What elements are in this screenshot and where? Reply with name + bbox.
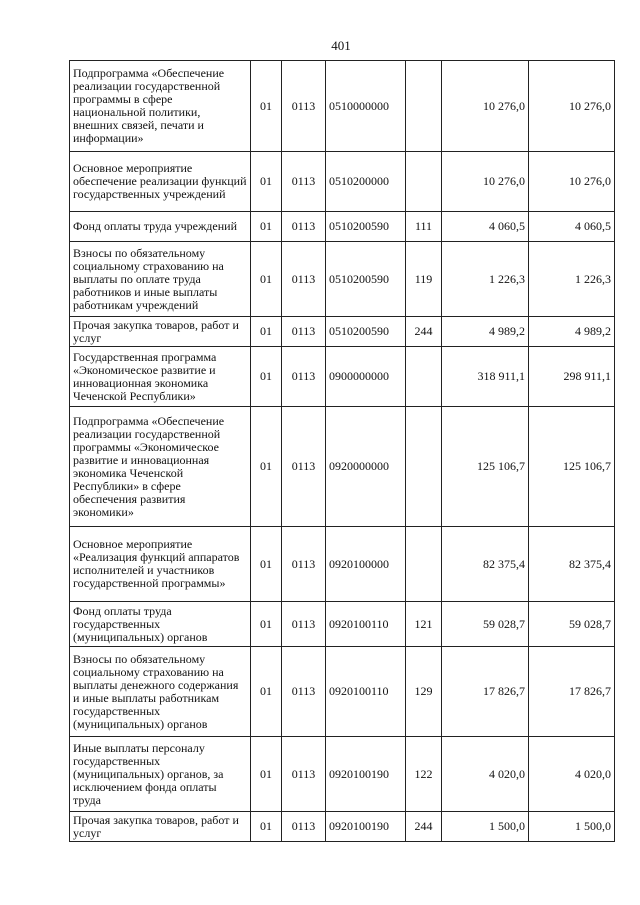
cell-csr: 0510000000 [326, 61, 406, 152]
cell-vr: 122 [406, 737, 442, 812]
cell-vr: 244 [406, 812, 442, 842]
cell-sum-2: 4 020,0 [529, 737, 615, 812]
page-number: 401 [331, 38, 351, 53]
cell-sum-2: 125 106,7 [529, 407, 615, 527]
cell-rz: 01 [251, 347, 282, 407]
cell-csr: 0920100190 [326, 812, 406, 842]
cell-pr: 0113 [282, 407, 326, 527]
cell-pr: 0113 [282, 527, 326, 602]
cell-sum-1: 125 106,7 [442, 407, 529, 527]
cell-pr: 0113 [282, 317, 326, 347]
cell-rz: 01 [251, 737, 282, 812]
cell-sum-1: 1 226,3 [442, 242, 529, 317]
cell-pr: 0113 [282, 61, 326, 152]
cell-vr [406, 527, 442, 602]
table-row [70, 407, 615, 527]
cell-rz: 01 [251, 527, 282, 602]
cell-csr: 0920000000 [326, 407, 406, 527]
cell-sum-1: 4 060,5 [442, 212, 529, 242]
cell-sum-2: 4 060,5 [529, 212, 615, 242]
cell-sum-2: 10 276,0 [529, 61, 615, 152]
cell-csr: 0920100190 [326, 737, 406, 812]
cell-rz: 01 [251, 812, 282, 842]
cell-vr: 129 [406, 647, 442, 737]
cell-name: Основное мероприятие обеспечение реализации функций государственных учреждений [70, 152, 251, 212]
cell-sum-2: 82 375,4 [529, 527, 615, 602]
cell-pr: 0113 [282, 152, 326, 212]
cell-sum-1: 10 276,0 [442, 152, 529, 212]
table-row [70, 812, 615, 842]
cell-rz: 01 [251, 242, 282, 317]
cell-vr [406, 347, 442, 407]
cell-sum-1: 4 989,2 [442, 317, 529, 347]
cell-rz: 01 [251, 152, 282, 212]
cell-sum-1: 82 375,4 [442, 527, 529, 602]
cell-vr: 244 [406, 317, 442, 347]
cell-vr: 119 [406, 242, 442, 317]
cell-sum-1: 4 020,0 [442, 737, 529, 812]
cell-vr: 121 [406, 602, 442, 647]
cell-name: Государственная программа «Экономическое развитие и инновационная экономика Чеченской Республики» [70, 347, 251, 407]
budget-table [69, 60, 615, 842]
cell-csr: 0920100000 [326, 527, 406, 602]
cell-name: Прочая закупка товаров, работ и услуг [70, 317, 251, 347]
cell-name: Взносы по обязательному социальному страхованию на выплаты денежного содержания и иные выплаты работникам государственных (муниципальных) органов [70, 647, 251, 737]
cell-sum-1: 1 500,0 [442, 812, 529, 842]
cell-name: Фонд оплаты труда государственных (муниципальных) органов [70, 602, 251, 647]
table-row [70, 602, 615, 647]
table-body [70, 61, 615, 842]
cell-pr: 0113 [282, 812, 326, 842]
cell-sum-2: 298 911,1 [529, 347, 615, 407]
cell-sum-1: 10 276,0 [442, 61, 529, 152]
cell-vr [406, 407, 442, 527]
cell-rz: 01 [251, 212, 282, 242]
cell-sum-2: 59 028,7 [529, 602, 615, 647]
cell-sum-1: 59 028,7 [442, 602, 529, 647]
cell-csr: 0510200000 [326, 152, 406, 212]
table-row [70, 347, 615, 407]
cell-rz: 01 [251, 317, 282, 347]
cell-sum-2: 17 826,7 [529, 647, 615, 737]
cell-csr: 0920100110 [326, 602, 406, 647]
cell-sum-2: 4 989,2 [529, 317, 615, 347]
cell-pr: 0113 [282, 647, 326, 737]
cell-csr: 0510200590 [326, 212, 406, 242]
cell-csr: 0920100110 [326, 647, 406, 737]
table-row [70, 152, 615, 212]
cell-name: Подпрограмма «Обеспечение реализации государственной программы в сфере национальной политики, внешних связей, печати и информации» [70, 61, 251, 152]
cell-vr [406, 61, 442, 152]
table-row [70, 737, 615, 812]
table-row [70, 61, 615, 152]
table-row [70, 212, 615, 242]
cell-pr: 0113 [282, 737, 326, 812]
cell-name: Прочая закупка товаров, работ и услуг [70, 812, 251, 842]
cell-rz: 01 [251, 602, 282, 647]
cell-sum-1: 17 826,7 [442, 647, 529, 737]
table-row [70, 242, 615, 317]
cell-pr: 0113 [282, 347, 326, 407]
cell-name: Фонд оплаты труда учреждений [70, 212, 251, 242]
cell-vr: 111 [406, 212, 442, 242]
cell-pr: 0113 [282, 602, 326, 647]
cell-rz: 01 [251, 61, 282, 152]
cell-rz: 01 [251, 647, 282, 737]
cell-pr: 0113 [282, 212, 326, 242]
cell-sum-2: 1 226,3 [529, 242, 615, 317]
table-row [70, 527, 615, 602]
cell-rz: 01 [251, 407, 282, 527]
cell-sum-2: 10 276,0 [529, 152, 615, 212]
cell-name: Иные выплаты персоналу государственных (муниципальных) органов, за исключением фонда оплаты труда [70, 737, 251, 812]
cell-sum-2: 1 500,0 [529, 812, 615, 842]
table-row [70, 317, 615, 347]
cell-name: Взносы по обязательному социальному страхованию на выплаты по оплате труда работников и иные выплаты работникам учреждений [70, 242, 251, 317]
table-row [70, 647, 615, 737]
cell-csr: 0510200590 [326, 317, 406, 347]
cell-sum-1: 318 911,1 [442, 347, 529, 407]
cell-name: Подпрограмма «Обеспечение реализации государственной программы «Экономическое развитие и инновационная экономика Чеченской Республики» в сфере обеспечения развития экономики» [70, 407, 251, 527]
cell-csr: 0510200590 [326, 242, 406, 317]
cell-pr: 0113 [282, 242, 326, 317]
cell-csr: 0900000000 [326, 347, 406, 407]
cell-vr [406, 152, 442, 212]
cell-name: Основное мероприятие «Реализация функций аппаратов исполнителей и участников государственной программы» [70, 527, 251, 602]
